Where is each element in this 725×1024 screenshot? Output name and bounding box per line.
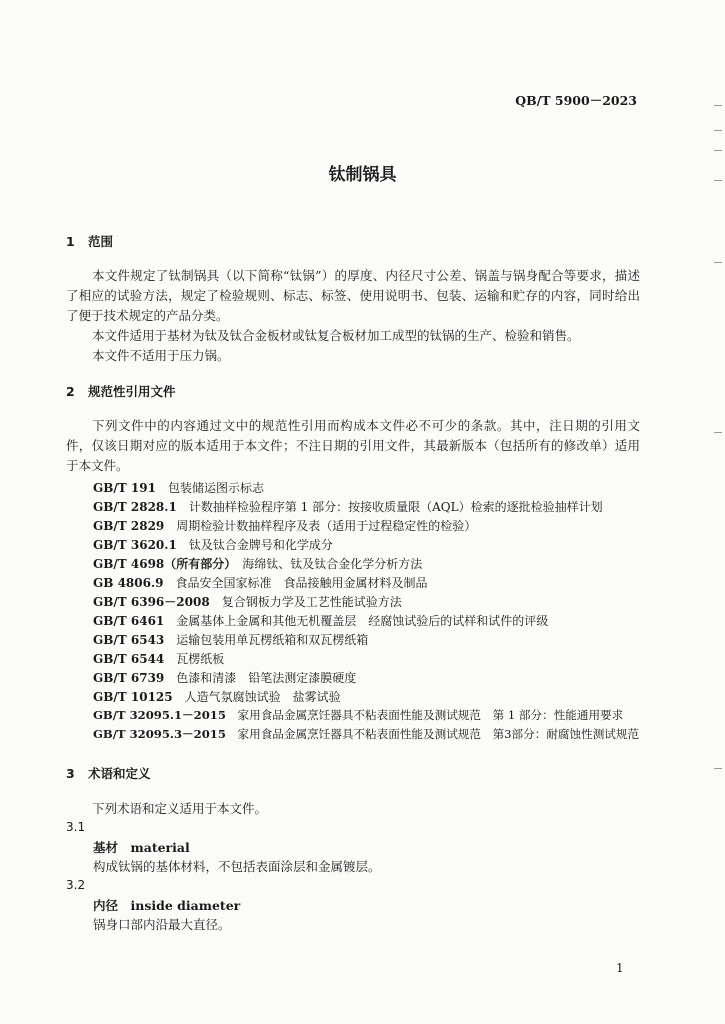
reference-title: 食品安全国家标准 食品接触用金属材料及制品 <box>175 576 428 590</box>
scan-edge-mark <box>714 262 722 263</box>
reference-code: GB/T 6739 <box>93 671 165 685</box>
reference-title: 瓦楞纸板 <box>176 652 225 666</box>
reference-item <box>93 536 333 553</box>
reference-item <box>93 593 402 610</box>
paragraph: 本文件适用于基材为钛及钛合金板材或钛复合板材加工成型的钛锅的生产、检验和销售。 <box>92 328 580 343</box>
scan-edge-mark <box>714 180 722 181</box>
reference-code: GB/T 2829 <box>93 519 165 533</box>
reference-title: 复合钢板力学及工艺性能试验方法 <box>221 595 402 609</box>
reference-title: 色漆和清漆 铅笔法测定漆膜硬度 <box>176 671 357 685</box>
paragraph: 本文件不适用于压力锅。 <box>92 348 230 363</box>
term-number: 3.2 <box>66 878 86 892</box>
section-3-heading <box>66 764 151 782</box>
section-number: 1 <box>66 234 75 249</box>
section-title: 术语和定义 <box>88 766 151 781</box>
scan-edge-mark <box>714 768 722 769</box>
reference-title: 包装储运图示标志 <box>167 481 264 495</box>
reference-code: GB/T 10125 <box>93 690 173 704</box>
reference-code: GB/T 3620.1 <box>93 538 177 552</box>
standard-code: QB/T 5900－2023 <box>515 93 637 108</box>
reference-code: GB 4806.9 <box>93 576 164 590</box>
reference-title: 人造气氛腐蚀试验 盐雾试验 <box>184 690 341 704</box>
reference-code: GB/T 32095.1－2015 <box>93 708 226 722</box>
reference-item <box>93 707 623 723</box>
section-number: 3 <box>66 766 75 781</box>
reference-code: GB/T 4698（所有部分） <box>93 557 231 571</box>
reference-title: 金属基体上金属和其他无机覆盖层 经腐蚀试验后的试样和试件的评级 <box>176 614 549 628</box>
reference-title: 家用食品金属烹饪器具不粘表面性能及测试规范 第 1 部分：性能通用要求 <box>237 708 624 722</box>
reference-item <box>93 574 428 591</box>
reference-code: GB/T 6396－2008 <box>93 595 210 609</box>
reference-code: GB/T 2828.1 <box>93 500 177 514</box>
reference-item <box>93 631 368 648</box>
reference-title: 计数抽样检验程序第 1 部分：按接收质量限（AQL）检索的逐批检验抽样计划 <box>188 500 603 514</box>
paragraph: 本文件规定了钛制锅具（以下简称“钛锅”）的厚度、内径尺寸公差、锅盖与锅身配合等要求，描述了相应的试验方法，规定了检验规则、标志、标签、使用说明书、包装、运输和贮存的内容，同时给出了便于技术规定的产品分类。 <box>66 268 640 323</box>
section-1-heading <box>66 232 113 250</box>
reference-title: 运输包装用单瓦楞纸箱和双瓦楞纸箱 <box>176 633 369 647</box>
page-number: 1 <box>616 961 624 975</box>
reference-item <box>93 669 356 686</box>
scan-edge-mark <box>714 150 722 151</box>
paragraph: 下列术语和定义适用于本文件。 <box>92 801 268 816</box>
reference-item <box>93 650 224 667</box>
reference-code: GB/T 6544 <box>93 652 165 666</box>
reference-item <box>93 498 603 515</box>
term-number: 3.1 <box>66 820 86 834</box>
reference-item <box>93 517 476 534</box>
reference-title: 家用食品金属烹饪器具不粘表面性能及测试规范 第3部分：耐腐蚀性测试规范 <box>237 727 640 741</box>
reference-code: GB/T 6543 <box>93 633 165 647</box>
scan-edge-mark <box>714 105 722 106</box>
scan-edge-mark <box>714 432 722 433</box>
section-title: 规范性引用文件 <box>88 384 176 399</box>
reference-item <box>93 688 341 705</box>
reference-code: GB/T 191 <box>93 481 156 495</box>
section-2-heading <box>66 382 176 400</box>
reference-item <box>93 726 639 742</box>
paragraph: 下列文件中的内容通过文中的规范性引用而构成本文件必不可少的条款。其中，注日期的引用文件，仅该日期对应的版本适用于本文件；不注日期的引用文件，其最新版本（包括所有的修改单）适用于本文件。 <box>66 418 640 473</box>
reference-title: 周期检验计数抽样程序及表（适用于过程稳定性的检验） <box>176 519 477 533</box>
term-name: 内径 inside diameter <box>93 898 241 913</box>
term-definition: 构成钛锅的基体材料，不包括表面涂层和金属镀层。 <box>93 859 381 874</box>
section-number: 2 <box>66 384 75 399</box>
reference-item <box>93 479 264 496</box>
term-definition: 锅身口部内沿最大直径。 <box>93 917 231 932</box>
document-title: 钛制锅具 <box>328 165 397 185</box>
reference-code: GB/T 6461 <box>93 614 165 628</box>
reference-item <box>93 612 548 629</box>
scan-edge-mark <box>714 130 722 131</box>
section-title: 范围 <box>88 234 114 249</box>
term-name: 基材 material <box>93 840 190 855</box>
reference-title: 海绵钛、钛及钛合金化学分析方法 <box>242 557 423 571</box>
reference-code: GB/T 32095.3－2015 <box>93 727 226 741</box>
reference-item <box>93 555 422 572</box>
reference-title: 钛及钛合金牌号和化学成分 <box>188 538 333 552</box>
